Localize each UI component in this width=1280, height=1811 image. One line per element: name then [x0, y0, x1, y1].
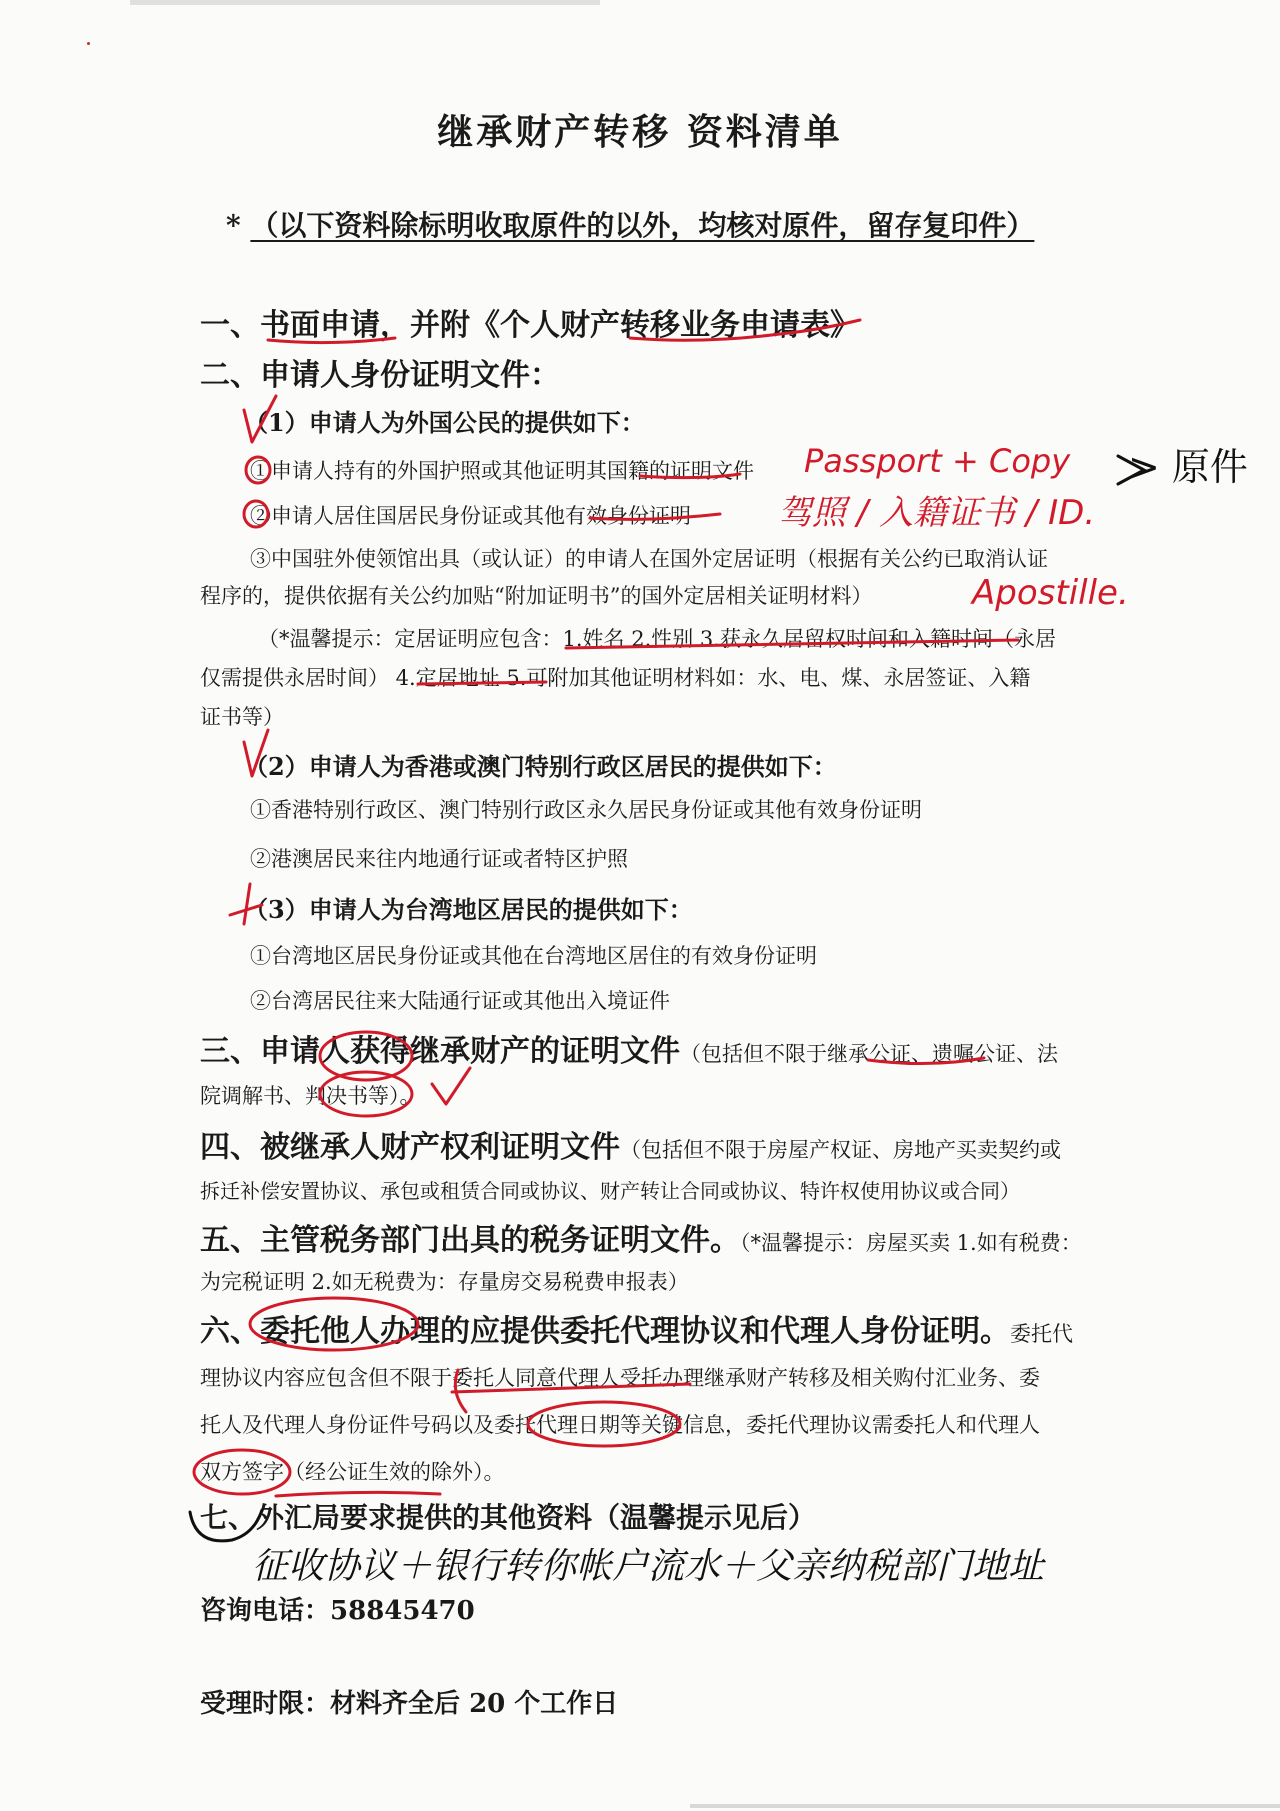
handwriting-bottom-note: 征收协议＋银行转你帐户流水＋父亲纳税部门地址: [252, 1546, 1045, 1587]
section-4-detail: （包括但不限于房屋产权证、房地产买卖契约或: [620, 1138, 1061, 1162]
section-5-title: 五、主管税务部门出具的税务证明文件。: [200, 1223, 740, 1258]
section-3: [200, 1026, 1058, 1070]
processing-time: [200, 1683, 618, 1720]
scan-edge-bottom: [690, 1804, 1280, 1808]
note-text: （以下资料除标明收取原件的以外，均核对原件，留存复印件）: [250, 209, 1035, 242]
residence-tip-line-1: （*温馨提示：定居证明应包含：1.姓名 2.性别 3.获永久居留权时间和入籍时间（永居: [258, 627, 1056, 651]
residence-tip-line-2: 仅需提供永居时间） 4.定居地址 5.可附加其他证明材料如：水、电、煤、永居签证、入籍: [200, 666, 1031, 690]
section-3-title: 三、申请人获得继承财产的证明文件: [200, 1034, 680, 1069]
section-2: 二、申请人身份证明文件：: [200, 358, 560, 393]
processing-time-label: 受理时限：: [200, 1689, 331, 1719]
section-2-1-heading: （1）申请人为外国公民的提供如下：: [244, 408, 645, 437]
section-2-3-item-1: ①台湾地区居民身份证或其他在台湾地区居住的有效身份证明: [250, 944, 817, 968]
section-2-2-item-2: ②港澳居民来往内地通行证或者特区护照: [250, 847, 628, 871]
document-title: 继承财产转移 资料清单: [437, 111, 843, 153]
section-6-line-2: 理协议内容应包含但不限于委托人同意代理人受托办理继承财产转移及相关购付汇业务、委: [200, 1366, 1040, 1390]
section-4: [200, 1122, 1061, 1166]
section-6-title: 六、委托他人办理的应提供委托代理协议和代理人身份证明。: [200, 1314, 1010, 1349]
scan-edge-top: [130, 0, 600, 5]
residence-tip-line-3: 证书等）: [200, 705, 284, 729]
section-3-continued: 院调解书、判决书等）。: [200, 1084, 421, 1108]
handwriting-apostille: Apostille.: [972, 573, 1129, 613]
section-6-line-3: 托人及代理人身份证件号码以及委托代理日期等关键信息，委托代理协议需委托人和代理人: [200, 1413, 1040, 1437]
section-1: 一、书面申请，并附《个人财产转移业务申请表》: [200, 308, 860, 343]
instruction-note: [226, 204, 1034, 244]
section-4-title: 四、被继承人财产权利证明文件: [200, 1130, 620, 1165]
section-6-line-4: 双方签字（经公证生效的除外）。: [200, 1460, 505, 1484]
handwriting-passport: Passport + Copy: [804, 442, 1071, 480]
contact-phone-label: 咨询电话：: [200, 1596, 331, 1626]
contact-phone: [200, 1590, 475, 1627]
section-2-1-item-1: ①申请人持有的外国护照或其他证明其国籍的证明文件: [250, 459, 754, 483]
section-2-3-heading: （3）申请人为台湾地区居民的提供如下：: [244, 895, 693, 924]
handwriting-original: > 原件: [1128, 445, 1248, 489]
ink-speck: [87, 42, 90, 45]
section-4-continued: 拆迁补偿安置协议、承包或租赁合同或协议、财产转让合同或协议、特许权使用协议或合同）: [200, 1179, 1020, 1203]
handwriting-ids: 驾照 / 入籍证书 / ID.: [778, 493, 1096, 533]
section-2-1-item-2: ②申请人居住国居民身份证或其他有效身份证明: [250, 504, 691, 528]
section-2-2-heading: （2）申请人为香港或澳门特别行政区居民的提供如下：: [244, 752, 837, 781]
section-6: [200, 1306, 1073, 1350]
processing-time-value: 材料齐全后 20 个工作日: [330, 1689, 619, 1719]
section-7: 七、外汇局要求提供的其他资料（温馨提示见后）: [200, 1501, 817, 1534]
ink-check-mark: [432, 1068, 470, 1104]
section-6-detail: 委托代: [1010, 1322, 1073, 1346]
contact-phone-number: 58845470: [330, 1596, 475, 1626]
section-2-3-item-2: ②台湾居民往来大陆通行证或其他出入境证件: [250, 989, 670, 1013]
section-3-detail: （包括但不限于继承公证、遗嘱公证、法: [680, 1042, 1058, 1066]
section-5: [200, 1215, 1082, 1259]
section-5-continued: 为完税证明 2.如无税费为：存量房交易税费申报表）: [200, 1270, 689, 1294]
section-2-2-item-1: ①香港特别行政区、澳门特别行政区永久居民身份证或其他有效身份证明: [250, 798, 922, 822]
section-2-1-item-3-continued: 程序的，提供依据有关公约加贴“附加证明书”的国外定居相关证明材料）: [200, 584, 873, 608]
ink-arrow-mark: [1118, 456, 1144, 484]
note-star: *: [226, 209, 241, 242]
section-5-detail: （*温馨提示：房屋买卖 1.如有税费：: [740, 1231, 1082, 1255]
section-2-1-item-3: ③中国驻外使领馆出具（或认证）的申请人在国外定居证明（根据有关公约已取消认证: [250, 547, 1048, 571]
